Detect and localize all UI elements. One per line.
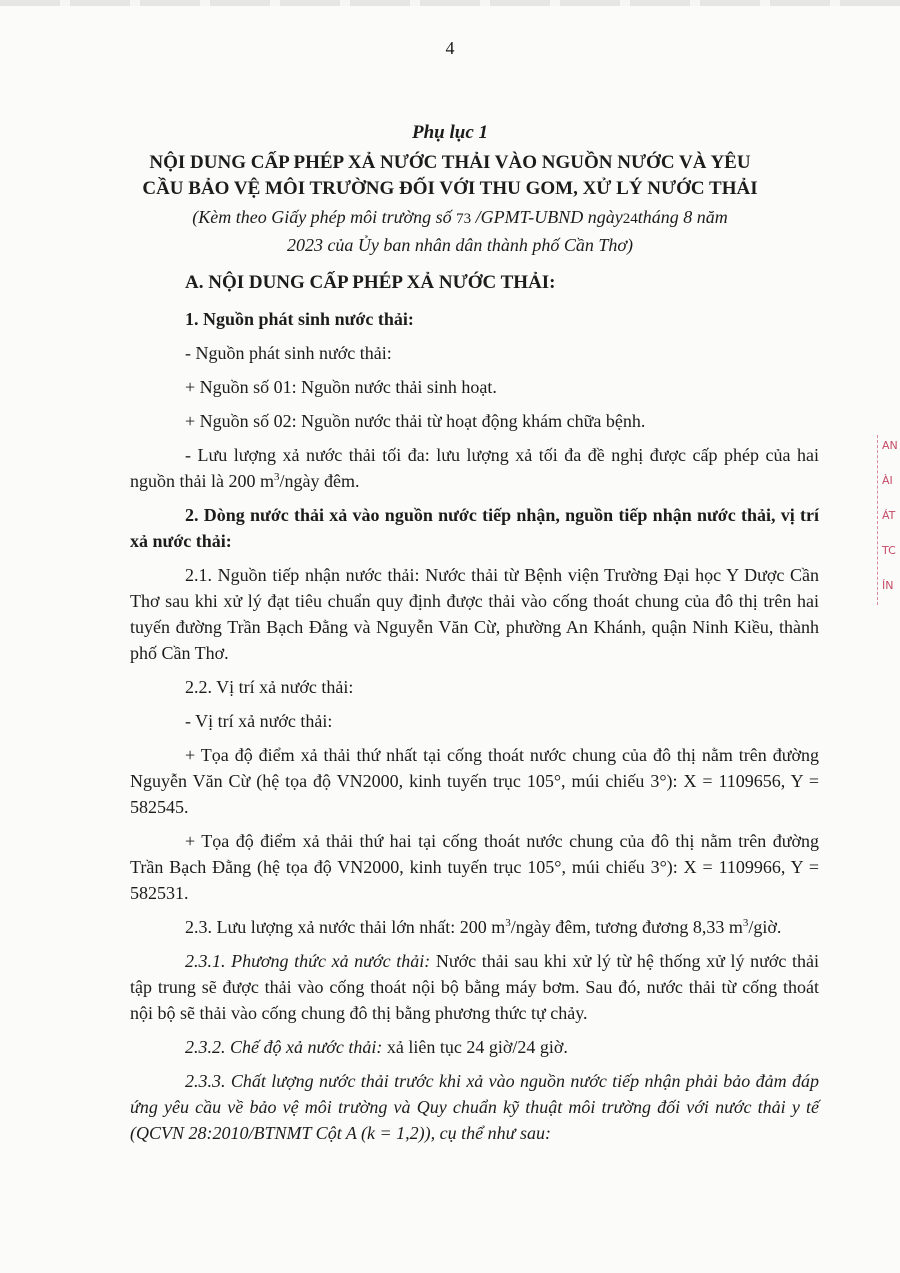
paragraph: + Tọa độ điểm xả thải thứ nhất tại cống thoát nước chung của đô thị nằm trên đường Nguyễn Văn Cừ (hệ tọa độ VN2000, kinh tuyến trục 105°, múi chiếu 3°): X = 1109656, Y = 582545. xyxy=(130,745,819,817)
section-a-heading: A. NỘI DUNG CẤP PHÉP XẢ NƯỚC THẢI: xyxy=(185,272,556,293)
page-number: 4 xyxy=(445,38,455,58)
document-heading xyxy=(120,150,780,202)
label: 2.3.1. Phương thức xả nước thải: xyxy=(185,951,431,971)
text: /ngày đêm, tương đương 8,33 m xyxy=(510,917,743,937)
stamp-mark: ÍN xyxy=(882,579,894,592)
stamp-mark: ÀI xyxy=(882,474,893,487)
paragraph xyxy=(130,442,819,494)
paragraph: - Vị trí xả nước thải: xyxy=(185,711,333,731)
text: 2.3. Lưu lượng xả nước thải lớn nhất: 200 m xyxy=(185,917,506,937)
subtitle-text: (Kèm theo Giấy phép môi trường số xyxy=(192,207,457,227)
paragraph: + Nguồn số 01: Nguồn nước thải sinh hoạt. xyxy=(185,377,497,397)
stamp-mark: ÁT xyxy=(882,509,896,522)
superscript: 3 xyxy=(273,471,280,483)
heading-line-2: CẦU BẢO VỆ MÔI TRƯỜNG ĐỐI VỚI THU GOM, XỬ LÝ NƯỚC THẢI xyxy=(142,178,758,199)
paragraph-2-3-2 xyxy=(185,1034,819,1060)
text: /ngày đêm. xyxy=(279,471,360,491)
scan-edge xyxy=(0,0,900,6)
subtitle-line-2: 2023 của Ủy ban nhân dân thành phố Cần Thơ) xyxy=(286,235,634,255)
paragraph: - Nguồn phát sinh nước thải: xyxy=(185,343,392,363)
subtitle-text: /GPMT-UBND ngày xyxy=(471,207,623,227)
paragraph: + Nguồn số 02: Nguồn nước thải từ hoạt động khám chữa bệnh. xyxy=(185,411,646,431)
text: Nước thải sau khi xử lý từ hệ thống xử lý nước thải tập trung sẽ được thải vào cống thoát nội bộ bằng máy bơm. Sau đó, nước thải từ cống thoát nội bộ sẽ thải vào cống chung đô thị bằng phương thức tự chảy. xyxy=(130,951,820,1023)
text: xả liên tục 24 giờ/24 giờ. xyxy=(382,1037,568,1057)
superscript: 3 xyxy=(742,917,749,929)
section-2-heading: 2. Dòng nước thải xả vào nguồn nước tiếp nhận, nguồn tiếp nhận nước thải, vị trí xả nước thải: xyxy=(130,505,819,551)
text: - Lưu lượng xả nước thải tối đa: lưu lượng xả tối đa đề nghị được cấp phép của hai nguồn thải là 200 m xyxy=(130,445,819,491)
document-body xyxy=(130,270,820,1154)
superscript: 3 xyxy=(505,917,511,929)
document-subtitle xyxy=(150,204,770,258)
paragraph-2-2: 2.2. Vị trí xả nước thải: xyxy=(185,677,354,697)
seal-stamp-fragment xyxy=(877,435,900,605)
heading-line-1: NỘI DUNG CẤP PHÉP XẢ NƯỚC THẢI VÀO NGUỒN NƯỚC VÀ YÊU xyxy=(149,152,751,173)
paragraph-2-3 xyxy=(130,914,819,940)
subtitle-text: tháng 8 năm xyxy=(637,207,728,227)
license-day: 24 xyxy=(622,211,638,227)
stamp-mark: TC xyxy=(882,544,896,557)
subtitle-line-1 xyxy=(150,204,770,232)
text: /giờ. xyxy=(748,917,782,937)
license-number: 73 xyxy=(456,211,472,227)
appendix-title: Phụ lục 1 xyxy=(411,122,489,143)
label: 2.3.2. Chế độ xả nước thải: xyxy=(185,1037,383,1057)
section-1-heading: 1. Nguồn phát sinh nước thải: xyxy=(185,309,414,329)
paragraph-2-3-1 xyxy=(130,948,819,1026)
stamp-mark: AN xyxy=(882,439,898,452)
paragraph-2-3-3: 2.3.3. Chất lượng nước thải trước khi xả vào nguồn nước tiếp nhận phải bảo đảm đáp ứng yêu cầu về bảo vệ môi trường và Quy chuẩn kỹ thuật môi trường đối với nước thải y tế (QCVN 28:2010/BTNMT Cột A (k = 1,2)), cụ thể như sau: xyxy=(130,1071,819,1143)
paragraph-2-1: 2.1. Nguồn tiếp nhận nước thải: Nước thải từ Bệnh viện Trường Đại học Y Dược Cần Thơ sau khi xử lý đạt tiêu chuẩn quy định được thải vào cống thoát chung của đô thị trên hai tuyến đường Trần Bạch Đằng và Nguyễn Văn Cừ, phường An Khánh, quận Ninh Kiều, thành phố Cần Thơ. xyxy=(130,565,819,663)
paragraph: + Tọa độ điểm xả thải thứ hai tại cống thoát nước chung của đô thị nằm trên đường Trần Bạch Đằng (hệ tọa độ VN2000, kinh tuyến trục 105°, múi chiếu 3°): X = 1109966, Y = 582531. xyxy=(130,831,819,903)
